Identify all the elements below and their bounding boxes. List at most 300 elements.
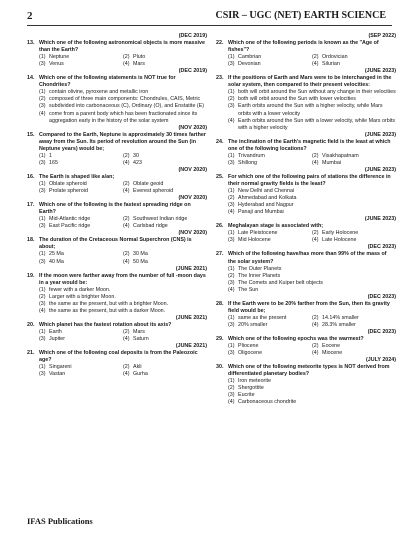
option-label: (4): [228, 117, 235, 124]
option-text: The Inner Planets: [238, 272, 281, 279]
question-stem: [216, 139, 396, 153]
option-label: (4): [228, 399, 235, 406]
option-text: Saturn: [133, 336, 149, 343]
option-text: Pluto: [133, 54, 146, 61]
option-text: Cambrian: [238, 54, 262, 61]
option-item: [39, 329, 123, 336]
option-text: Pliocene: [238, 343, 259, 350]
question-number: 29.: [216, 336, 224, 343]
exam-session-tag: (JUNE 2021): [175, 265, 207, 272]
option-label: (3): [228, 350, 235, 357]
option-item: [39, 103, 207, 110]
option-label: (2): [228, 272, 235, 279]
option-item: [312, 322, 396, 329]
options-group: [216, 230, 396, 244]
exam-session-tag: (DEC 2023): [367, 293, 396, 300]
option-item: [39, 61, 123, 68]
option-item: [228, 61, 312, 68]
option-label: (1): [228, 230, 235, 237]
option-label: (4): [228, 286, 235, 293]
question-number: 23.: [216, 75, 224, 82]
option-item: [123, 216, 207, 223]
option-text: The Comets and Kuiper belt objects: [238, 279, 323, 286]
question-stem: [216, 251, 396, 265]
option-label: (3): [39, 300, 46, 307]
option-item: [39, 96, 207, 103]
question-number: 18.: [27, 237, 35, 244]
option-item: [228, 237, 312, 244]
options-group: [27, 54, 207, 68]
option-label: (3): [39, 336, 46, 343]
option-item: [228, 385, 396, 392]
options-group: [216, 89, 396, 131]
option-label: (2): [228, 96, 235, 103]
option-text: Mars: [133, 328, 145, 335]
exam-session-tag: (NOV 2020): [178, 195, 207, 202]
option-item: [312, 54, 396, 61]
option-label: (2): [312, 230, 319, 237]
publisher-footer: IFAS Publications: [27, 516, 93, 526]
option-text: Oligocene: [238, 350, 263, 357]
options-group: [216, 343, 396, 357]
question-stem: [27, 75, 207, 89]
question-stem: [27, 202, 207, 216]
option-label: (2): [123, 54, 130, 61]
question-number: 17.: [27, 202, 35, 209]
option-text: 28.3% smaller: [322, 321, 356, 328]
question-block: [27, 40, 207, 68]
option-label: (4): [312, 350, 319, 357]
option-text: Ahmedabad and Kolkata: [238, 195, 297, 202]
option-text: the same as the present, but with a brighter Moon.: [49, 300, 169, 307]
option-item: [312, 350, 396, 357]
option-item: [123, 160, 207, 167]
option-label: (4): [39, 110, 46, 117]
option-label: (2): [312, 314, 319, 321]
option-text: 1: [49, 152, 52, 159]
question-text: Which one of the following is the fastest spreading ridge on Earth?: [39, 202, 191, 216]
option-label: (3): [39, 371, 46, 378]
question-block: [216, 301, 396, 329]
option-item: [228, 280, 396, 287]
option-label: (3): [228, 202, 235, 209]
option-text: Mars: [133, 61, 145, 68]
question-block: [216, 139, 396, 167]
option-item: [39, 153, 123, 160]
question-number: 20.: [27, 321, 35, 328]
option-text: Early Holocene: [322, 230, 359, 237]
question-number: 15.: [27, 131, 35, 138]
options-group: [216, 153, 396, 167]
question-stem: [27, 322, 207, 329]
exam-session-tag: (JUNE 2023): [364, 216, 396, 223]
question-stem: [27, 132, 207, 153]
option-label: (2): [228, 195, 235, 202]
question-block: [27, 132, 207, 167]
option-text: Oblate spheroid: [49, 180, 87, 187]
option-item: [228, 160, 312, 167]
option-item: [123, 251, 207, 258]
option-text: Earth: [49, 328, 62, 335]
option-text: Earth orbits around the Sun with a higher velocity, while Mars orbits with a lower velocity: [238, 103, 383, 117]
question-block: [27, 350, 207, 378]
question-stem: [216, 301, 396, 315]
option-item: [39, 287, 207, 294]
options-group: [216, 188, 396, 216]
option-text: 423: [133, 159, 142, 166]
question-text: Which one of the following meteorite types is NOT derived from differentiated planetary bodies?: [228, 364, 390, 378]
option-item: [123, 181, 207, 188]
option-text: Devonian: [238, 61, 261, 68]
options-group: [27, 153, 207, 167]
option-item: [228, 188, 396, 195]
option-item: [123, 223, 207, 230]
option-label: (2): [39, 293, 46, 300]
option-label: (4): [312, 159, 319, 166]
option-item: [123, 364, 207, 371]
option-label: (2): [123, 364, 130, 371]
option-label: (1): [39, 54, 46, 61]
option-text: Visakhapatnam: [322, 152, 359, 159]
option-item: [312, 153, 396, 160]
option-item: [312, 343, 396, 350]
question-block: [216, 40, 396, 68]
exam-session-tag: (JUNE 2023): [364, 68, 396, 75]
question-block: [216, 336, 396, 357]
options-group: [216, 54, 396, 68]
option-text: Carbonaceous chondrite: [238, 399, 297, 406]
option-item: [312, 61, 396, 68]
question-number: 27.: [216, 251, 224, 258]
option-text: Vastan: [49, 371, 66, 378]
question-stem: [27, 174, 207, 181]
option-item: [228, 322, 312, 329]
question-stem: [27, 237, 207, 251]
question-text: The inclination of the Earth's magnetic field is the least at which one of the following locations?: [228, 138, 391, 152]
option-item: [39, 223, 123, 230]
option-label: (1): [228, 343, 235, 350]
question-stem: [216, 364, 396, 378]
option-item: [228, 96, 396, 103]
exam-session-tag: (NOV 2020): [178, 166, 207, 173]
option-text: The Sun: [238, 286, 259, 293]
question-block: [27, 237, 207, 265]
option-text: contain olivine, pyroxene and metallic iron: [49, 89, 149, 96]
option-label: (2): [312, 54, 319, 61]
option-item: [39, 251, 123, 258]
option-label: (3): [39, 159, 46, 166]
question-text: If the positions of Earth and Mars were to be interchanged in the solar system, then compared to their present velocities:: [228, 75, 392, 89]
option-text: Jupiter: [49, 336, 66, 343]
option-label: (1): [39, 152, 46, 159]
question-number: 14.: [27, 75, 35, 82]
option-item: [312, 315, 396, 322]
option-label: (4): [123, 159, 130, 166]
option-item: [123, 153, 207, 160]
option-text: Southwest Indian ridge: [133, 216, 188, 223]
exam-session-tag: (JUNE 2023): [364, 166, 396, 173]
option-text: Miocene: [322, 350, 343, 357]
question-number: 30.: [216, 364, 224, 371]
question-number: 28.: [216, 300, 224, 307]
option-text: Trivandrum: [238, 152, 265, 159]
option-label: (1): [39, 286, 46, 293]
option-label: (2): [123, 251, 130, 258]
option-label: (4): [123, 223, 130, 230]
option-text: fewer with a darker Moon.: [49, 286, 111, 293]
option-label: (3): [228, 61, 235, 68]
options-group: [27, 89, 207, 124]
option-item: [228, 202, 396, 209]
options-group: [27, 181, 207, 195]
option-item: [39, 160, 123, 167]
left-column: [27, 33, 207, 378]
option-label: (3): [228, 103, 235, 110]
option-text: both will orbit around the Sun with lower velocities: [238, 96, 356, 103]
option-text: Akli: [133, 364, 142, 371]
option-label: (1): [39, 180, 46, 187]
option-text: Late Holocene: [322, 237, 357, 244]
option-label: (1): [39, 251, 46, 258]
question-number: 22.: [216, 40, 224, 47]
option-item: [228, 378, 396, 385]
question-stem: [27, 350, 207, 364]
option-text: Shillong: [238, 159, 258, 166]
option-text: The Outer Planets: [238, 265, 282, 272]
option-label: (4): [123, 258, 130, 265]
option-item: [228, 399, 396, 406]
exam-session-tag: (DEC 2023): [367, 328, 396, 335]
exam-session-tag: (JUNE 2021): [175, 314, 207, 321]
option-item: [39, 308, 207, 315]
exam-session-tag: (NOV 2020): [178, 124, 207, 131]
option-label: (3): [39, 103, 46, 110]
option-text: 165: [49, 159, 58, 166]
exam-session-tag: (JULY 2024): [365, 357, 396, 364]
option-label: (3): [228, 237, 235, 244]
option-text: the same as the present, but with a darker Moon.: [49, 307, 166, 314]
option-text: Iron meteorite: [238, 378, 271, 385]
option-label: (1): [228, 314, 235, 321]
question-block: [27, 174, 207, 195]
question-text: The duration of the Cretaceous Normal Superchron (CNS) is about;: [39, 237, 192, 251]
option-text: Ordovician: [322, 54, 348, 61]
option-label: (2): [123, 216, 130, 223]
question-text: Which one of the following epochs was the warmest?: [228, 336, 364, 343]
option-item: [39, 371, 123, 378]
question-text: Which of the following have/has more than 99% of the mass of the solar system?: [228, 251, 387, 265]
exam-session-tag: (JUNE 2023): [364, 131, 396, 138]
option-label: (1): [39, 216, 46, 223]
option-item: [228, 153, 312, 160]
question-block: [27, 202, 207, 230]
option-label: (1): [228, 378, 235, 385]
option-label: (4): [312, 237, 319, 244]
question-text: If the Earth were to be 20% farther from the Sun, then its gravity field would be;: [228, 300, 390, 314]
exam-session-tag: (JUNE 2021): [175, 343, 207, 350]
question-number: 26.: [216, 223, 224, 230]
page-number: 2: [27, 10, 33, 22]
options-group: [27, 329, 207, 343]
option-label: (4): [123, 336, 130, 343]
option-item: [228, 287, 396, 294]
option-item: [39, 364, 123, 371]
option-label: (4): [312, 321, 319, 328]
option-label: (2): [312, 152, 319, 159]
question-block: [216, 364, 396, 406]
option-label: (3): [39, 223, 46, 230]
option-text: Neptune: [49, 54, 70, 61]
options-group: [27, 251, 207, 265]
right-column: [216, 33, 396, 406]
question-number: 21.: [27, 350, 35, 357]
option-item: [39, 294, 207, 301]
option-label: (4): [39, 307, 46, 314]
option-text: Mumbai: [322, 159, 342, 166]
option-item: [228, 343, 312, 350]
question-stem: [216, 40, 396, 54]
option-text: same as the present: [238, 314, 287, 321]
question-text: Which one of the following astronomical objects is more massive than the Earth?: [39, 40, 205, 54]
option-label: (1): [39, 89, 46, 96]
option-text: Prolate spheroid: [49, 188, 88, 195]
option-item: [312, 237, 396, 244]
question-stem: [216, 336, 396, 343]
option-item: [39, 54, 123, 61]
question-text: Which planet has the fastest rotation about its axis?: [39, 321, 172, 328]
options-group: [27, 216, 207, 230]
page-title: CSIR – UGC (NET) EARTH SCIENCE: [215, 10, 386, 21]
option-label: (3): [228, 321, 235, 328]
option-label: (2): [312, 343, 319, 350]
question-stem: [216, 174, 396, 188]
option-label: (3): [228, 279, 235, 286]
option-item: [123, 259, 207, 266]
option-text: East Pacific ridge: [49, 223, 91, 230]
question-text: Meghalayan stage is associated with;: [228, 223, 324, 230]
option-text: Shergottite: [238, 385, 264, 392]
exam-session-tag: (DEC 2019): [178, 68, 207, 75]
option-text: Carlsbad ridge: [133, 223, 168, 230]
option-text: 20% smaller: [238, 321, 268, 328]
option-text: 14.14% smaller: [322, 314, 359, 321]
question-text: For which one of the following pairs of stations the difference in their normal gravity fields is the least?: [228, 173, 391, 187]
option-item: [312, 160, 396, 167]
option-text: 30 Ma: [133, 251, 148, 258]
options-group: [216, 266, 396, 294]
question-text: If the moon were farther away from the number of full -moon days in a year would be:: [39, 272, 206, 286]
option-item: [228, 103, 396, 117]
option-item: [39, 216, 123, 223]
option-item: [228, 54, 312, 61]
question-block: [27, 322, 207, 343]
question-block: [216, 75, 396, 131]
option-label: (2): [123, 152, 130, 159]
option-item: [123, 336, 207, 343]
question-block: [216, 174, 396, 216]
option-label: (2): [123, 328, 130, 335]
option-text: 30: [133, 152, 139, 159]
option-label: (4): [123, 61, 130, 68]
option-label: (3): [228, 159, 235, 166]
option-text: Oblate geoid: [133, 180, 164, 187]
option-text: subdivided into carbonaceous (C), Ordinary (O), and Enstatite (E): [49, 103, 205, 110]
option-label: (1): [228, 152, 235, 159]
question-text: Compared to the Earth, Neptune is approximately 30 times farther away from the Sun. Its period of revolution around the Sun (in Neptune years) would be;: [39, 131, 206, 152]
option-item: [228, 392, 396, 399]
question-text: Which one of the following statements is NOT true for Chondrites?: [39, 75, 176, 89]
option-label: (1): [228, 188, 235, 195]
option-label: (2): [123, 180, 130, 187]
options-group: [27, 287, 207, 315]
options-group: [216, 315, 396, 329]
option-item: [123, 329, 207, 336]
option-text: come from a parent body which has been fractionated since its aggregation early in the history of the solar system: [49, 110, 198, 124]
option-item: [123, 54, 207, 61]
option-item: [123, 371, 207, 378]
option-text: Silurian: [322, 61, 340, 68]
exam-session-tag: (SEP 2022): [368, 33, 396, 39]
exam-session-tag: (DEC 2019): [178, 33, 207, 39]
option-label: (3): [39, 258, 46, 265]
question-number: 13.: [27, 40, 35, 47]
option-label: (3): [228, 392, 235, 399]
option-text: Mid Holocene: [238, 237, 271, 244]
option-item: [39, 336, 123, 343]
question-number: 19.: [27, 272, 35, 279]
option-label: (3): [39, 61, 46, 68]
option-label: (4): [123, 371, 130, 378]
option-item: [123, 188, 207, 195]
option-text: Singareni: [49, 364, 72, 371]
option-item: [228, 209, 396, 216]
option-item: [228, 230, 312, 237]
question-stem: [27, 273, 207, 287]
option-text: Panaji and Mumbai: [238, 209, 284, 216]
option-item: [312, 230, 396, 237]
option-text: Larger with a brighter Moon.: [49, 293, 116, 300]
option-label: (4): [312, 61, 319, 68]
option-item: [228, 89, 396, 96]
option-item: [228, 195, 396, 202]
option-text: composed of three main components: Chondrules, CAIS, Metric: [49, 96, 201, 103]
question-stem: [216, 75, 396, 89]
option-label: (2): [39, 96, 46, 103]
exam-session-tag: (NOV 2020): [178, 230, 207, 237]
question-number: 24.: [216, 138, 224, 145]
question-block: [27, 273, 207, 315]
option-text: Earth orbits around the Sun with a lower velocity, while Mars orbits with a higher velocity: [238, 117, 396, 131]
question-text: The Earth is shaped like a/an;: [39, 173, 115, 180]
option-item: [39, 301, 207, 308]
question-stem: [27, 40, 207, 54]
exam-session-tag: (DEC 2023): [367, 244, 396, 251]
question-text: Which one of the following periods is known as the "Age of fishes"?: [228, 40, 379, 54]
option-label: (4): [228, 209, 235, 216]
option-item: [228, 266, 396, 273]
option-text: 25 Ma: [49, 251, 64, 258]
option-item: [228, 350, 312, 357]
option-label: (1): [228, 89, 235, 96]
option-label: (2): [228, 385, 235, 392]
question-stem: [216, 223, 396, 230]
option-text: Hyderabad and Nagpur: [238, 202, 294, 209]
option-label: (4): [123, 188, 130, 195]
option-text: Late Pleistocene: [238, 230, 278, 237]
options-group: [216, 378, 396, 406]
question-block: [216, 251, 396, 293]
option-text: both will orbit around the Sun without any change in their velocities: [238, 89, 396, 96]
